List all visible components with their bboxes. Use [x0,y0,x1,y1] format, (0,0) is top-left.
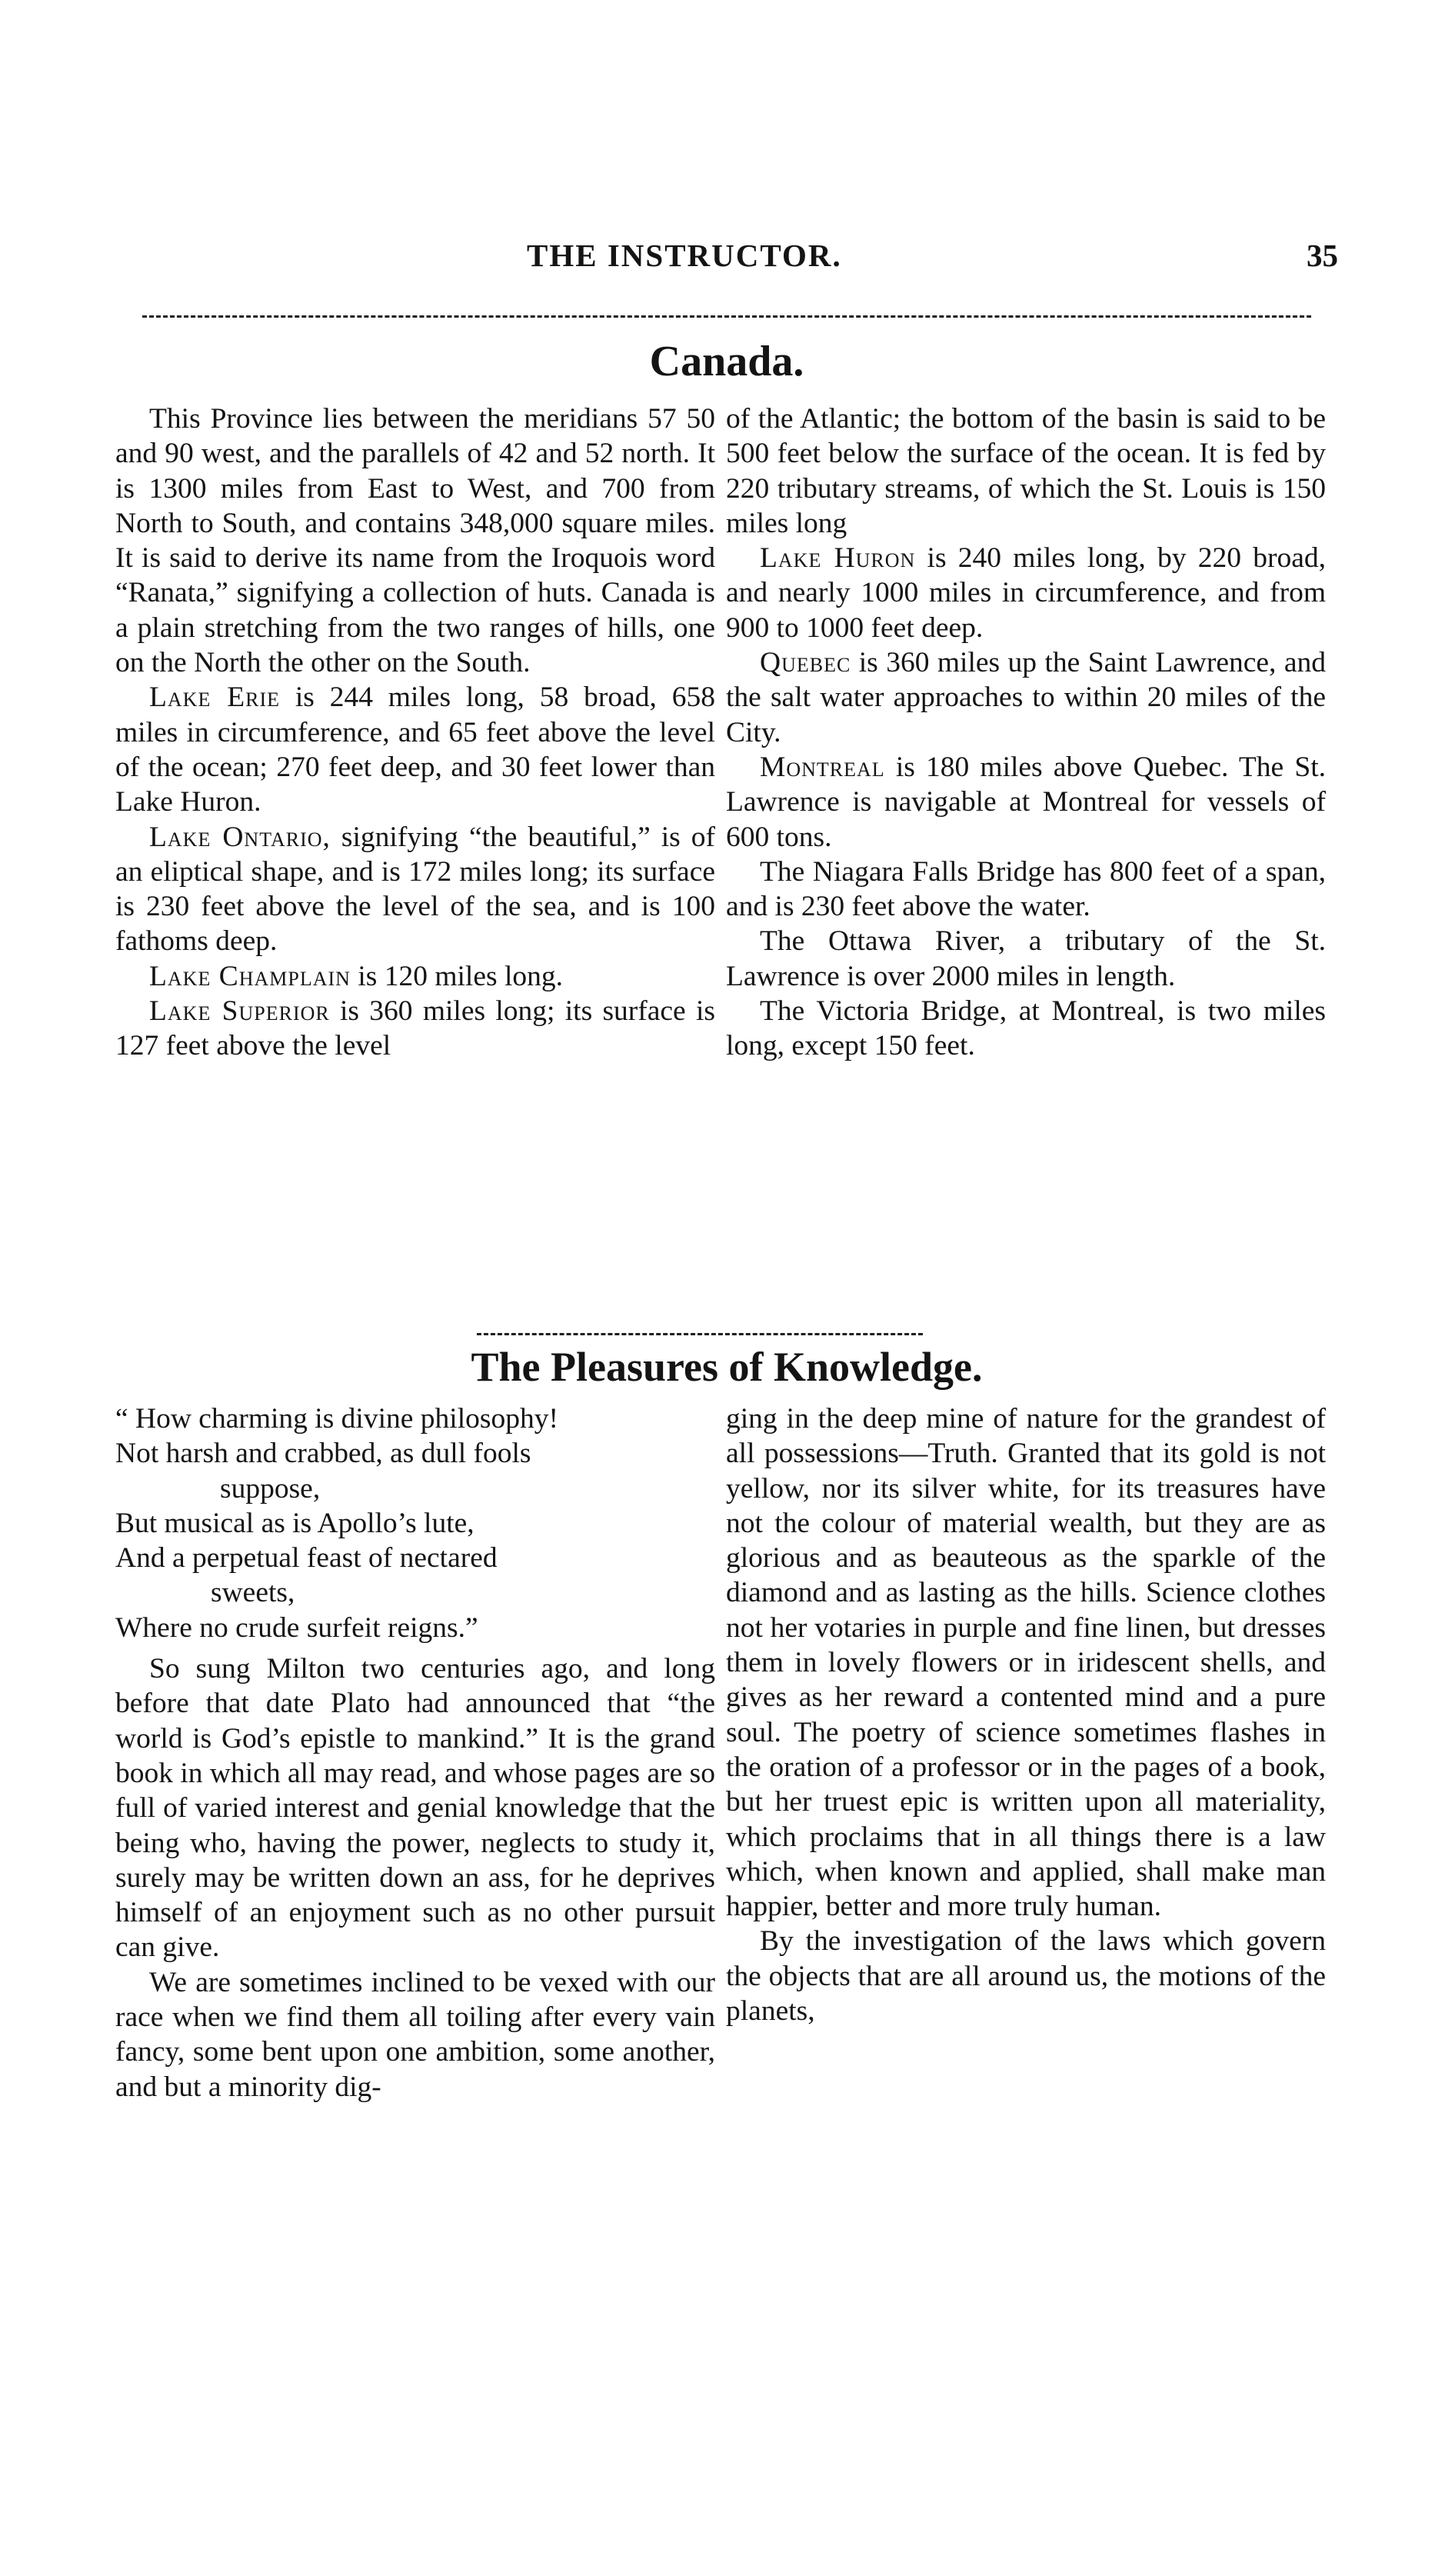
verse-line: suppose, [220,1472,321,1505]
verse-line: “ How charming is divine philosophy! [115,1403,558,1435]
canada-paragraph: of the Atlantic; the bottom of the basin is said to be 500 feet below the surface of the ocean. It is fed by 220 tributary streams, of which the St. Louis is 150 miles long [726,403,1326,539]
lake-erie-name: Lake Erie [149,681,280,714]
knowledge-paragraph: By the investigation of the laws which govern the objects that are all around us, the motions of the planets, [726,1925,1326,2028]
canada-paragraph: Lake Erie is 244 miles long, 58 broad, 658 miles in circumference, and 65 feet above the level of the ocean; 270 feet deep, and 30 feet lower than Lake Huron. [115,681,715,818]
running-head [115,237,1338,283]
header-rule [142,315,1311,318]
lake-huron-name: Lake Huron [760,542,916,575]
lake-champlain-name: Lake Champlain [149,960,351,992]
canada-paragraph: Lake Champlain is 120 miles long. [149,960,564,992]
running-title: THE INSTRUCTOR. [527,238,842,273]
canada-paragraph: Lake Ontario, signifying “the beautiful,” is of an eliptical shape, and is 172 miles long; its surface is 230 feet above the level of the sea, and is 100 fathoms deep. [115,821,715,958]
verse-line: Not harsh and crabbed, as dull fools [115,1438,531,1470]
canada-left-column [115,402,715,1064]
verse-line: sweets, [211,1577,295,1609]
verse-line: But musical as is Apollo’s lute, [115,1507,474,1539]
verse-line: And a perpetual feast of nectared [115,1542,498,1575]
canada-paragraph: Lake Huron is 240 miles long, by 220 broad, and nearly 1000 miles in circumference, and from 900 to 1000 feet deep. [726,542,1326,644]
page-number: 35 [1307,238,1338,273]
knowledge-paragraph: ging in the deep mine of nature for the grandest of all possessions—Truth. Granted that its gold is not yellow, nor its silver white, for its treasures have not the colour of material wealth, but they are as glorious and as beauteous as the sparkle of the diamond and as lasting as the hills. Science clothes not her votaries in purple and fine linen, but dresses them in lovely flowers or in iridescent shells, and gives as her reward a contented mind and a pure soul. The poetry of science sometimes flashes in the oration of a professor or in the pages of a book, but her truest epic is written upon all materiality, which proclaims that in all things there is a law which, when known and applied, shall make man happier, better and more truly human. [726,1403,1326,1923]
knowledge-title: The Pleasures of Knowledge. [471,1344,983,1390]
canada-right-column [726,402,1326,1064]
knowledge-left-column [115,1401,715,2104]
canada-paragraph: Lake Superior is 360 miles long; its surface is 127 feet above the level [115,995,715,1062]
knowledge-paragraph: We are sometimes inclined to be vexed with our race when we find them all toiling after every vain fancy, some bent upon one ambition, some another, and but a minority dig- [115,1966,715,2103]
canada-paragraph: The Ottawa River, a tributary of the St. Lawrence is over 2000 miles in length. [726,925,1326,992]
knowledge-paragraph: So sung Milton two centuries ago, and long before that date Plato had announced that “the world is God’s epistle to mankind.” It is the grand book in which all may read, and whose pages are so full of varied interest and genial knowledge that the being who, having the power, neglects to study it, surely may be written down an ass, for he deprives himself of an enjoyment such as no other pursuit can give. [115,1653,715,1964]
canada-title: Canada. [649,338,804,385]
section-divider [477,1333,923,1335]
canada-paragraph: This Province lies between the meridians 57 50 and 90 west, and the parallels of 42 and 52 north. It is 1300 miles from East to West, and 700 from North to South, and contains 348,000 square miles. It is said to derive its name from the Iroquois word “Ranata,” signifying a collection of huts. Canada is a plain stretching from the two ranges of hills, one on the North the other on the South. [115,403,715,679]
quebec-name: Quebec [760,647,851,679]
lake-ontario-name: Lake Ontario, [149,821,331,853]
milton-verse [115,1401,715,1645]
lake-superior-name: Lake Superior [149,995,330,1028]
canada-paragraph: The Victoria Bridge, at Montreal, is two miles long, except 150 feet. [726,995,1326,1062]
canada-paragraph: Quebec is 360 miles up the Saint Lawrence, and the salt water approaches to within 20 miles of the City. [726,647,1326,748]
verse-line: Where no crude surfeit reigns.” [115,1611,478,1644]
canada-paragraph: Montreal is 180 miles above Quebec. The St. Lawrence is navigable at Montreal for vessels of 600 tons. [726,751,1326,853]
canada-paragraph: The Niagara Falls Bridge has 800 feet of a span, and is 230 feet above the water. [726,855,1326,923]
knowledge-right-column [726,1401,1326,2028]
montreal-name: Montreal [760,751,885,783]
